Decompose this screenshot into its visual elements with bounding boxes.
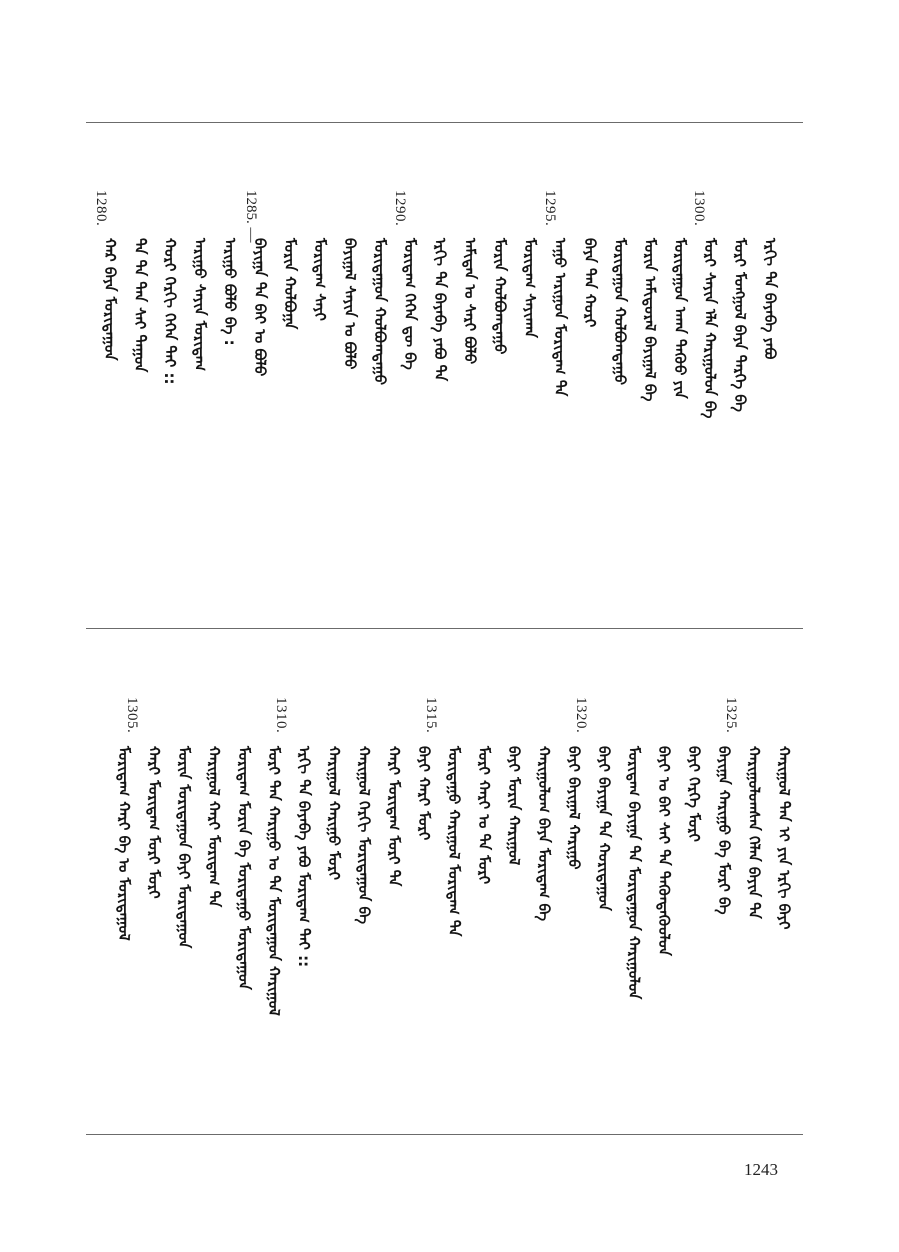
line-number: 1300. — [691, 190, 707, 227]
verse-line: ᠪᠡᠶᠡ ᠲᠠᠨ ᠬᠣᠷᠢ — [581, 238, 599, 328]
verse-line: ᠮᠣᠷᠢᠳᠠᠭ ᠪᠠᠶᠢᠭᠠ ᠲᠠ ᠮᠣᠷᠢᠳᠠᠭᠤᠨ ᠬᠠᠷᠢᠭᠤᠯᠤᠨ — [625, 746, 643, 1000]
verse-line: ᠮᠣᠷᠢᠨ ᠠᠮᠢᠳᠤᠷᠠᠯ ᠪᠠᠶᠢᠭᠠᠯ ᠪᠡ — [641, 238, 659, 402]
verse-line: ᠬᠠᠷᠢᠭᠤᠯ ᠲᠠᠨ ᠢ ᠶᠢᠨ ᠡᠷᠬᠢ ᠪᠠᠶᠢ — [775, 746, 793, 930]
verse-line: ᠠᠮᠢᠳᠠᠨ ᠤ ᠰᠡᠷᠢ ᠪᠣᠯᠤ — [461, 238, 479, 365]
verse-line: ᠮᠣᠷᠢᠳᠠᠭ ᠬᠠᠷᠢ ᠪᠡ ᠤ ᠮᠣᠷᠢᠳᠠᠭᠤᠯ — [115, 746, 133, 941]
verse-line: ᠮᠣᠷᠢᠳᠠᠭᠤᠨ ᠬᠣᠯᠪᠤᠭᠳᠠᠭᠤ — [371, 238, 389, 385]
verse-line: ᠮᠣᠷᠢ ᠰᠠᠶᠢᠨ ᠡᠯᠡ ᠬᠠᠷᠢᠭᠤᠯᠤᠨ ᠪᠡ — [701, 238, 719, 419]
page-number: 1243 — [744, 1160, 778, 1179]
verse-line: ᠪᠠᠶᠢ ᠪᠠᠶᠢᠭᠠᠯ ᠬᠠᠷᠢᠭᠤ — [565, 746, 583, 870]
verse-line: ᠬᠠᠷᠢᠭᠤᠯᠤᠭ ᠪᠡᠶᠡ ᠮᠣᠷᠢᠳᠠᠭ ᠪᠡ — [535, 746, 553, 922]
verse-line: ᠬᠠᠷ ᠪᠡᠶᠡ ᠮᠣᠷᠢᠳᠠᠭᠤᠨ — [101, 238, 119, 361]
verse-line: ᠮᠣᠷᠢᠨ ᠬᠣᠯᠪᠣᠭᠠ — [281, 238, 299, 330]
verse-line: ᠡᠷᠬᠢ ᠲᠠ ᠪᠡᠶᠡᠪᠡ ᠶᠠᠪᠤ — [761, 238, 779, 360]
verse-line: ᠮᠣᠷᠢᠳᠠᠭ ᠮᠣᠷᠢᠨ ᠪᠡ ᠮᠣᠷᠢᠳᠠᠭᠤ ᠮᠣᠷᠢᠳᠠᠭᠤᠨ — [235, 746, 253, 990]
verse-line: ᠮᠣᠷᠢᠳᠠᠭᠤ ᠬᠠᠷᠢᠭᠤᠯ ᠮᠣᠷᠢᠳᠠᠭ ᠲᠠ — [445, 746, 463, 937]
line-number: 1280. — [93, 190, 109, 227]
verse-line: ᠬᠠᠷᠢᠭᠤᠯ ᠬᠠᠷᠢᠭᠤ ᠮᠣᠷᠢ — [325, 746, 343, 881]
verse-line: ᠮᠣᠷᠢᠨ ᠮᠣᠷᠢᠳᠠᠭᠤᠨ ᠪᠠᠶᠢ ᠮᠣᠷᠢᠳᠠᠭᠤᠨ — [175, 746, 193, 949]
verse-line: ᠲᠠ ᠲᠠ ᠲᠠᠨ ᠰᠠᠢ ᠳᠠᠭᠤᠨ — [131, 238, 149, 373]
verse-line: ᠪᠠᠶᠢ ᠪᠠᠶᠢᠭᠠ ᠲᠠ ᠬᠣᠷᠢᠳᠠᠭᠤᠨ — [595, 746, 613, 911]
verse-line: ᠡᠷᠬᠢ ᠲᠠ ᠪᠡᠶᠡᠪᠡ ᠶᠠᠪᠤ ᠮᠣᠷᠢᠳᠠᠭ ᠲᠠᠢ :: — [295, 746, 313, 968]
verse-line: ᠮᠣᠷᠢ ᠬᠠᠷᠢ ᠤ ᠲᠠ ᠮᠣᠷᠢ — [475, 746, 493, 885]
verse-line: ᠪᠠᠶᠢ ᠬᠡᠷᠭᠡ ᠮᠣᠷᠢ — [685, 746, 703, 842]
verse-line: ᠬᠠᠷᠢᠭᠤᠯᠤᠭᠰᠠᠨ ᠬᠡᠯᠡᠨ ᠪᠠᠶᠢᠨ ᠲᠠ — [745, 746, 763, 919]
line-number: 1310. — [273, 697, 289, 734]
verse-line: ᠪᠠᠶᠢᠭᠠ ᠲᠠ ᠪᠠᠢ ᠤ ᠪᠣᠯᠤ — [251, 238, 269, 377]
verse-line: ᠠᠷᠢᠭᠤ ᠪᠣᠯᠤ ᠪᠡ : — [221, 238, 239, 346]
verse-line: ᠬᠠᠷᠢᠭᠤᠯ ᠬᠡᠷᠬᠢ ᠮᠣᠷᠢᠳᠠᠭᠤᠨ ᠪᠡ — [355, 746, 373, 925]
line-number: 1320. — [573, 697, 589, 734]
top-rule — [86, 122, 803, 123]
verse-line: ᠪᠠᠶᠢ ᠤ ᠪᠠᠶ ᠰᠠᠶ ᠲᠠ ᠲᠡᠭᠦᠨᠳᠡᠭᠦᠦᠯᠦᠨ — [655, 746, 673, 956]
verse-line: ᠪᠠᠶᠢᠭᠠ ᠬᠠᠷᠢᠭᠤ ᠪᠡ ᠮᠣᠷᠢ ᠪᠡ — [715, 746, 733, 915]
verse-line: ᠮᠣᠷᠢᠳᠠᠭᠤᠨ ᠬᠣᠯᠪᠤᠭᠳᠠᠭᠤ — [611, 238, 629, 385]
verse-line: ᠮᠣᠷᠢᠳᠠᠭᠤᠨ ᠠᠬᠠ ᠳᠡᠭᠦᠦ ᠶᠢᠨ — [671, 238, 689, 399]
verse-line: ᠪᠠᠶᠢ ᠮᠣᠷᠢᠨ ᠬᠠᠷᠢᠭᠤᠯ — [505, 746, 523, 866]
verse-line: ᠡᠷᠬᠢ ᠲᠠ ᠪᠡᠶᠡᠪᠡ ᠶᠠᠪᠤ ᠲᠠ — [431, 238, 449, 382]
verse-line: ᠬᠠᠷᠢ ᠮᠣᠷᠢᠳᠠᠭ ᠮᠣᠷᠢ ᠲᠠ — [385, 746, 403, 887]
line-number: 1290. — [392, 190, 408, 227]
verse-line: ᠮᠣᠷᠢᠳᠠᠭ ᠰᠠᠶᠢ — [311, 238, 329, 321]
verse-line: ᠠᠷᠢᠭᠤ ᠰᠠᠶᠢᠨ ᠮᠣᠷᠢᠳᠠᠭ — [191, 238, 209, 372]
verse-line: ᠬᠠᠷᠢ ᠮᠣᠷᠢᠳᠠᠭ ᠮᠣᠷᠢ ᠮᠣᠷᠢ — [145, 746, 163, 899]
bottom-rule — [86, 1134, 803, 1135]
line-number: 1315. — [423, 697, 439, 734]
line-number: 1285. — — [243, 190, 259, 243]
line-number: 1325. — [723, 697, 739, 734]
verse-line: ᠮᠣᠷᠢᠨ ᠬᠣᠯᠪᠤᠭᠳᠠᠭᠤ — [491, 238, 509, 355]
verse-line: ᠮᠣᠷᠢᠳᠠᠭ ᠭᠡᠭᠡᠨ ᠳᠦ ᠪᠡ — [401, 238, 419, 370]
verse-line: ᠬᠣᠷᠢ ᠬᠡᠷᠬᠢ ᠭᠡᠭᠡᠨ ᠲᠠᠢ :: — [161, 238, 179, 385]
verse-line: ᠪᠠᠶᠢ ᠬᠠᠷᠢ ᠮᠣᠷᠢ — [415, 746, 433, 841]
verse-line: ᠮᠣᠷᠢᠳᠠᠭ ᠰᠠᠶᠢᠬᠠᠨ — [521, 238, 539, 338]
verse-line: ᠠᠭᠤ ᠠᠷᠢᠭᠤᠨ ᠮᠣᠷᠢᠳᠠᠭ ᠲᠠ — [551, 238, 569, 397]
line-number: 1295. — [542, 190, 558, 227]
verse-line: ᠬᠠᠷᠢᠭᠤᠯ ᠬᠠᠷᠢ ᠮᠣᠷᠢᠳᠠᠭ ᠲᠠ — [205, 746, 223, 908]
verse-line: ᠮᠣᠷᠢ ᠲᠠᠨ ᠬᠠᠷᠢᠭᠤ ᠤ ᠲᠠ ᠮᠣᠷᠢᠳᠠᠭᠤᠨ ᠬᠠᠷᠢᠭᠤᠯ — [265, 746, 283, 1016]
section-divider — [86, 628, 803, 629]
line-number: 1305. — [124, 697, 140, 734]
verse-line: ᠪᠠᠶᠢᠭᠠᠯ ᠰᠠᠶᠢᠨ ᠤ ᠪᠣᠯᠤ — [341, 238, 359, 370]
verse-line: ᠮᠣᠷᠢ ᠮᠣᠩᠭᠣᠯ ᠪᠡᠶᠡ ᠲᠡᠷᠭᠡ ᠪᠡ — [731, 238, 749, 412]
